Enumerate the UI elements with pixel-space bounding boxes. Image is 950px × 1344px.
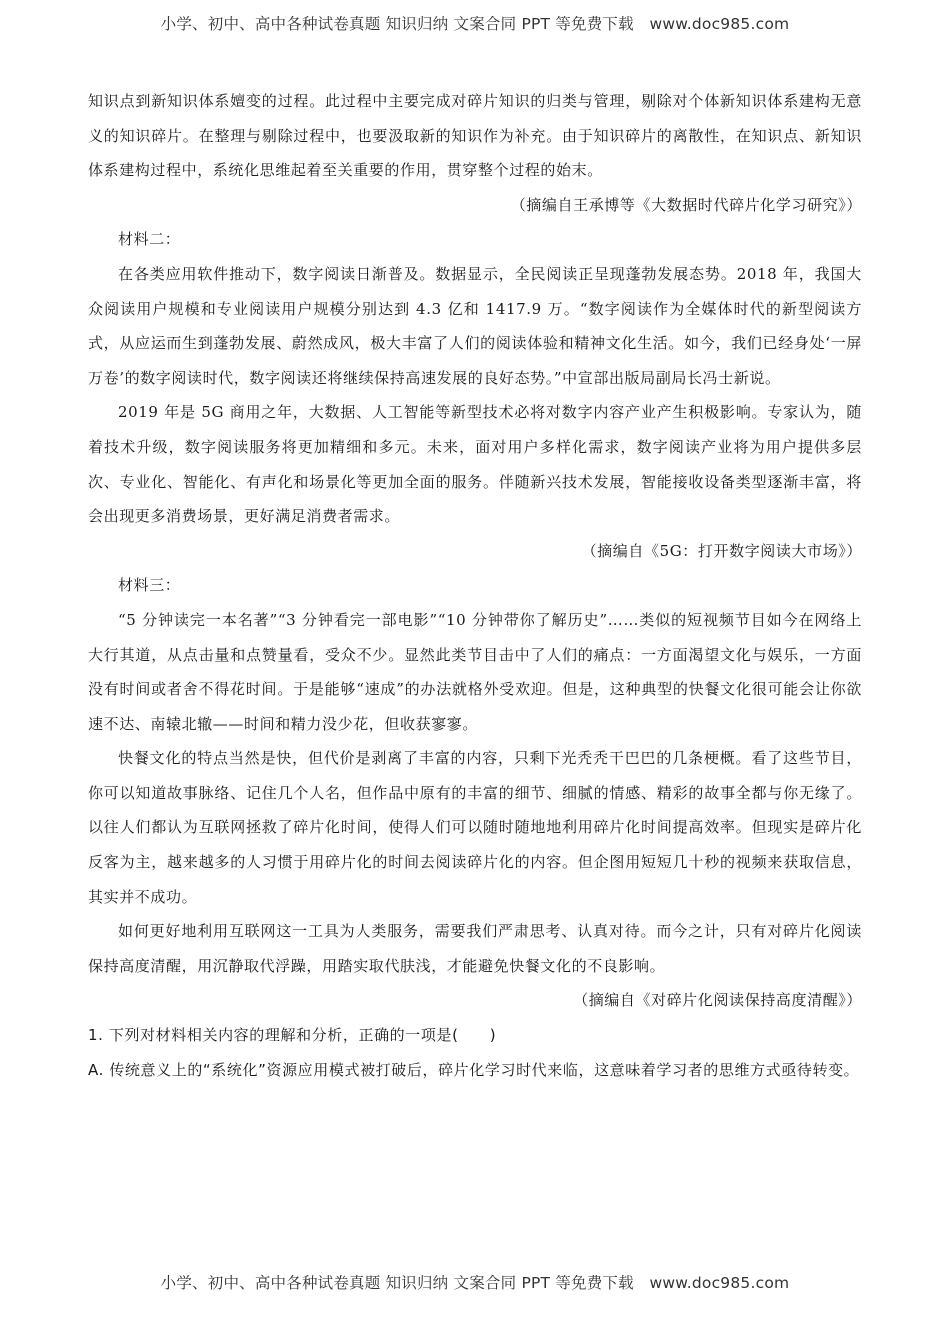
document-body xyxy=(88,84,862,1087)
source-citation: （摘编自王承博等《大数据时代碎片化学习研究》） xyxy=(510,195,862,214)
paragraph: 快餐文化的特点当然是快，但代价是剥离了丰富的内容，只剩下光秃秃干巴巴的几条梗概。看了这些节目，你可以知道故事脉络、记住几个人名，但作品中原有的丰富的细节、细腻的情感、精彩的故事全都与你无缘了。以往人们都认为互联网拯救了碎片化时间，使得人们可以随时随地地利用碎片化时间提高效率。但现实是碎片化反客为主，越来越多的人习惯于用碎片化的时间去阅读碎片化的内容。但企图用短短几十秒的视频来获取信息，其实并不成功。 xyxy=(88,749,862,906)
paragraph: 2019 年是 5G 商用之年，大数据、人工智能等新型技术必将对数字内容产业产生积极影响。专家认为，随着技术升级，数字阅读服务将更加精细和多元。未来，面对用户多样化需求，数字阅读产业将为用户提供多层次、专业化、智能化、有声化和场景化等更加全面的服务。伴随新兴技术发展，智能接收设备类型逐渐丰富，将会出现更多消费场景，更好满足消费者需求。 xyxy=(88,403,862,526)
material-heading: 材料三： xyxy=(118,576,181,595)
paragraph: “5 分钟读完一本名著”“3 分钟看完一部电影”“10 分钟带你了解历史”……类似的短视频节目如今在网络上大行其道，从点击量和点赞量看，受众不少。显然此类节目击中了人们的痛点：一方面渴望文化与娱乐，一方面没有时间或者舍不得花时间。于是能够“速成”的办法就格外受欢迎。但是，这种典型的快餐文化很可能会让你欲速不达、南辕北辙——时间和精力没少花，但收获寥寥。 xyxy=(88,610,862,733)
page-header: 小学、初中、高中各种试卷真题 知识归纳 文案合同 PPT 等免费下载 www.doc985.com xyxy=(160,15,790,33)
source-citation: （摘编自《5G：打开数字阅读大市场》） xyxy=(581,541,862,560)
option-a: A. 传统意义上的“系统化”资源应用模式被打破后，碎片化学习时代来临，这意味着学习者的思维方式亟待转变。 xyxy=(88,1060,860,1079)
paragraph: 如何更好地利用互联网这一工具为人类服务，需要我们严肃思考、认真对待。而今之计，只有对碎片化阅读保持高度清醒，用沉静取代浮躁，用踏实取代肤浅，才能避免快餐文化的不良影响。 xyxy=(88,922,862,975)
page-footer: 小学、初中、高中各种试卷真题 知识归纳 文案合同 PPT 等免费下载 www.doc985.com xyxy=(160,1274,790,1292)
source-citation: （摘编自《对碎片化阅读保持高度清醒》） xyxy=(573,991,862,1010)
material-heading: 材料二： xyxy=(118,230,181,249)
paragraph: 在各类应用软件推动下，数字阅读日渐普及。数据显示，全民阅读正呈现蓬勃发展态势。2018 年，我国大众阅读用户规模和专业阅读用户规模分别达到 4.3 亿和 1417.9 万。“数字阅读作为全媒体时代的新型阅读方式，从应运而生到蓬勃发展、蔚然成风，极大丰富了人们的阅读体验和精神文化生活。如今，我们已经身处‘一屏万卷’的数字阅读时代，数字阅读还将继续保持高速发展的良好态势。”中宣部出版局副局长冯士新说。 xyxy=(88,264,862,387)
question-stem: 1. 下列对材料相关内容的理解和分析，正确的一项是( ) xyxy=(88,1026,497,1045)
paragraph: 知识点到新知识体系嬗变的过程。此过程中主要完成对碎片知识的归类与管理，剔除对个体新知识体系建构无意义的知识碎片。在整理与剔除过程中，也要汲取新的知识作为补充。由于知识碎片的离散性，在知识点、新知识体系建构过程中，系统化思维起着至关重要的作用，贯穿整个过程的始末。 xyxy=(88,92,862,180)
